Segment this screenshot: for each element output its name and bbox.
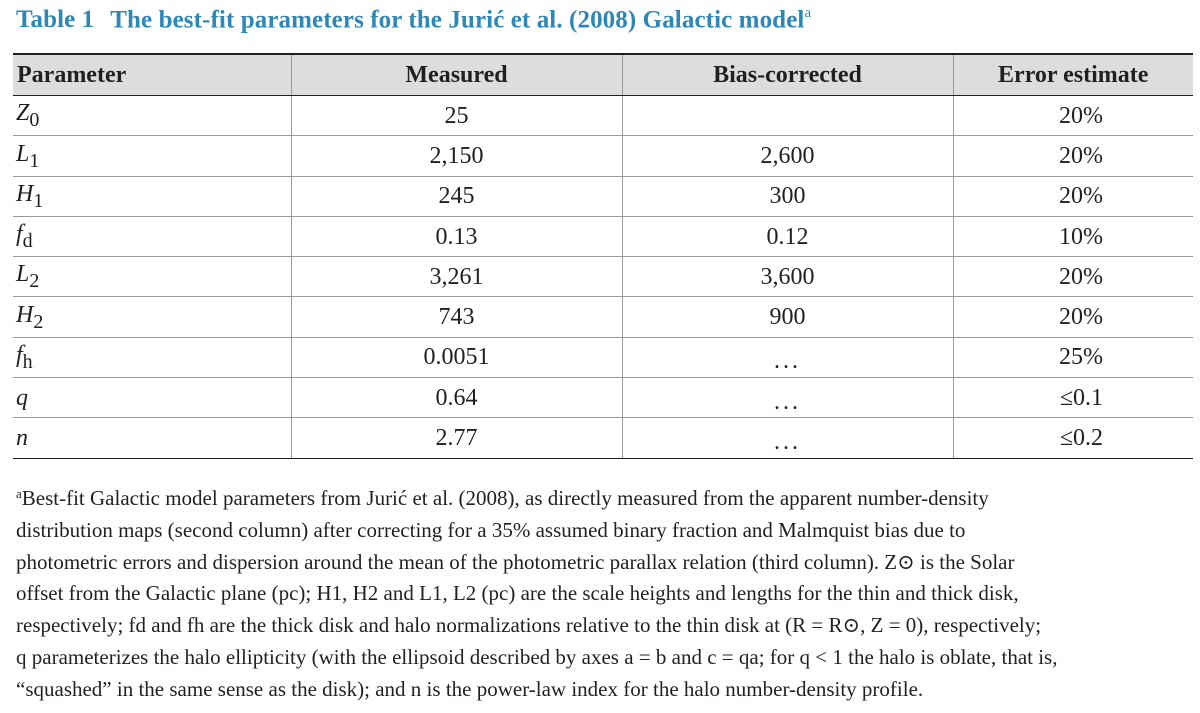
table-header-row — [13, 54, 1193, 96]
footnote-line: respectively; fd and fh are the thick disk and halo normalizations relative to the thin disk at (R = R⊙, Z = 0), respectively; — [16, 613, 1042, 638]
column-header-error-estimate: Error estimate — [953, 54, 1193, 96]
error-estimate-cell — [953, 96, 1193, 136]
bias-corrected-cell — [622, 136, 953, 176]
parameter-symbol: H — [16, 301, 34, 328]
measured-cell-value: 245 — [438, 183, 475, 210]
table-row — [13, 216, 1193, 256]
bias-corrected-cell-value: ... — [774, 348, 801, 375]
error-estimate-cell — [953, 378, 1193, 418]
measured-cell — [291, 216, 622, 256]
column-header-parameter: Parameter — [13, 54, 291, 96]
column-header-bias-corrected: Bias-corrected — [622, 54, 953, 96]
parameter-symbol: L — [16, 261, 30, 288]
footnote-line: photometric errors and dispersion around the mean of the photometric parallax relation (third column). Z⊙ is the Solar — [16, 549, 1015, 574]
table-title: The best-fit parameters for the Jurić et al. (2008) Galactic model — [110, 6, 805, 34]
measured-cell-value: 0.64 — [435, 384, 478, 411]
measured-cell-value: 743 — [438, 304, 475, 331]
bias-corrected-cell — [622, 337, 953, 377]
table-row — [13, 176, 1193, 216]
parameter-cell — [13, 378, 291, 418]
bias-corrected-cell-value: 300 — [769, 183, 806, 210]
measured-cell-value: 2.77 — [435, 425, 478, 452]
footnote-line: “squashed” in the same sense as the disk); and n is the power-law index for the halo number-density profile. — [16, 676, 924, 701]
table-title-footnote-marker: a — [804, 5, 812, 21]
table-footnote — [16, 483, 1188, 706]
measured-cell-value: 0.0051 — [423, 344, 490, 371]
footnote-marker: a — [16, 486, 22, 501]
error-estimate-cell-value: 20% — [1059, 102, 1103, 129]
bias-corrected-cell-value: ... — [774, 429, 801, 456]
parameter-subscript: 2 — [33, 310, 44, 333]
parameters-table — [13, 53, 1193, 459]
footnote-line: distribution maps (second column) after correcting for a 35% assumed binary fraction and Malmquist bias due to — [16, 517, 966, 542]
bias-corrected-cell-value: 2,600 — [760, 142, 815, 169]
error-estimate-cell-value: 25% — [1059, 344, 1103, 371]
error-estimate-cell — [953, 176, 1193, 216]
footnote-line: q parameterizes the halo ellipticity (with the ellipsoid described by axes a = b and c = qa; for q < 1 the halo is oblate, that is, — [16, 644, 1058, 669]
footnote-text: Best-fit Galactic model parameters from Jurić et al. (2008), as directly measured from the apparent number-density — [21, 486, 989, 510]
table-row — [13, 96, 1193, 136]
column-header-measured: Measured — [291, 54, 622, 96]
parameter-subscript: d — [22, 229, 33, 252]
error-estimate-cell-value: ≤0.1 — [1059, 384, 1103, 411]
bias-corrected-cell — [622, 418, 953, 458]
parameter-symbol: f — [16, 342, 23, 369]
footnote-line — [16, 483, 1188, 515]
measured-cell-value: 25 — [444, 102, 469, 129]
measured-cell — [291, 418, 622, 458]
parameter-cell — [13, 216, 291, 256]
measured-cell — [291, 176, 622, 216]
parameter-subscript: 2 — [29, 270, 40, 293]
bias-corrected-cell — [622, 378, 953, 418]
bias-corrected-cell — [622, 96, 953, 136]
measured-cell — [291, 257, 622, 297]
parameter-symbol: Z — [16, 100, 30, 127]
bias-corrected-cell — [622, 176, 953, 216]
parameter-cell — [13, 136, 291, 176]
table-row — [13, 378, 1193, 418]
error-estimate-cell — [953, 418, 1193, 458]
parameter-subscript: 0 — [29, 109, 40, 132]
error-estimate-cell — [953, 216, 1193, 256]
error-estimate-cell-value: 20% — [1059, 142, 1103, 169]
error-estimate-cell — [953, 337, 1193, 377]
table-row — [13, 297, 1193, 337]
bias-corrected-cell — [622, 216, 953, 256]
parameter-cell — [13, 96, 291, 136]
bias-corrected-cell-value: 0.12 — [766, 223, 809, 250]
parameter-cell — [13, 176, 291, 216]
error-estimate-cell — [953, 297, 1193, 337]
parameter-cell — [13, 418, 291, 458]
table-row — [13, 337, 1193, 377]
table-body — [13, 96, 1193, 459]
parameter-cell — [13, 257, 291, 297]
measured-cell — [291, 136, 622, 176]
error-estimate-cell-value: 10% — [1059, 223, 1103, 250]
parameter-symbol: f — [16, 221, 23, 248]
bias-corrected-cell-value: 900 — [769, 304, 806, 331]
error-estimate-cell-value: 20% — [1059, 263, 1103, 290]
parameter-symbol: n — [16, 425, 28, 452]
error-estimate-cell-value: ≤0.2 — [1059, 425, 1103, 452]
parameter-cell — [13, 337, 291, 377]
footnote-line: offset from the Galactic plane (pc); H1, H2 and L1, L2 (pc) are the scale heights and lengths for the thin and thick disk, — [16, 581, 1019, 606]
error-estimate-cell-value: 20% — [1059, 183, 1103, 210]
bias-corrected-cell — [622, 297, 953, 337]
table-row — [13, 257, 1193, 297]
parameter-subscript: 1 — [29, 149, 40, 172]
bias-corrected-cell-value: ... — [774, 388, 801, 415]
measured-cell — [291, 337, 622, 377]
parameter-cell — [13, 297, 291, 337]
bias-corrected-cell — [622, 257, 953, 297]
measured-cell-value: 0.13 — [435, 223, 478, 250]
measured-cell-value: 3,261 — [429, 263, 484, 290]
measured-cell-value: 2,150 — [429, 142, 484, 169]
error-estimate-cell-value: 20% — [1059, 304, 1103, 331]
table-number: Table 1 — [16, 6, 95, 34]
parameter-subscript: h — [22, 350, 33, 373]
parameter-subscript: 1 — [33, 189, 44, 212]
table-row — [13, 136, 1193, 176]
measured-cell — [291, 378, 622, 418]
parameter-symbol: L — [16, 140, 30, 167]
error-estimate-cell — [953, 257, 1193, 297]
error-estimate-cell — [953, 136, 1193, 176]
measured-cell — [291, 96, 622, 136]
parameter-symbol: H — [16, 180, 34, 207]
table-row — [13, 418, 1193, 458]
bias-corrected-cell-value: 3,600 — [760, 263, 815, 290]
parameter-symbol: q — [16, 384, 28, 411]
measured-cell — [291, 297, 622, 337]
table-caption — [16, 6, 811, 34]
